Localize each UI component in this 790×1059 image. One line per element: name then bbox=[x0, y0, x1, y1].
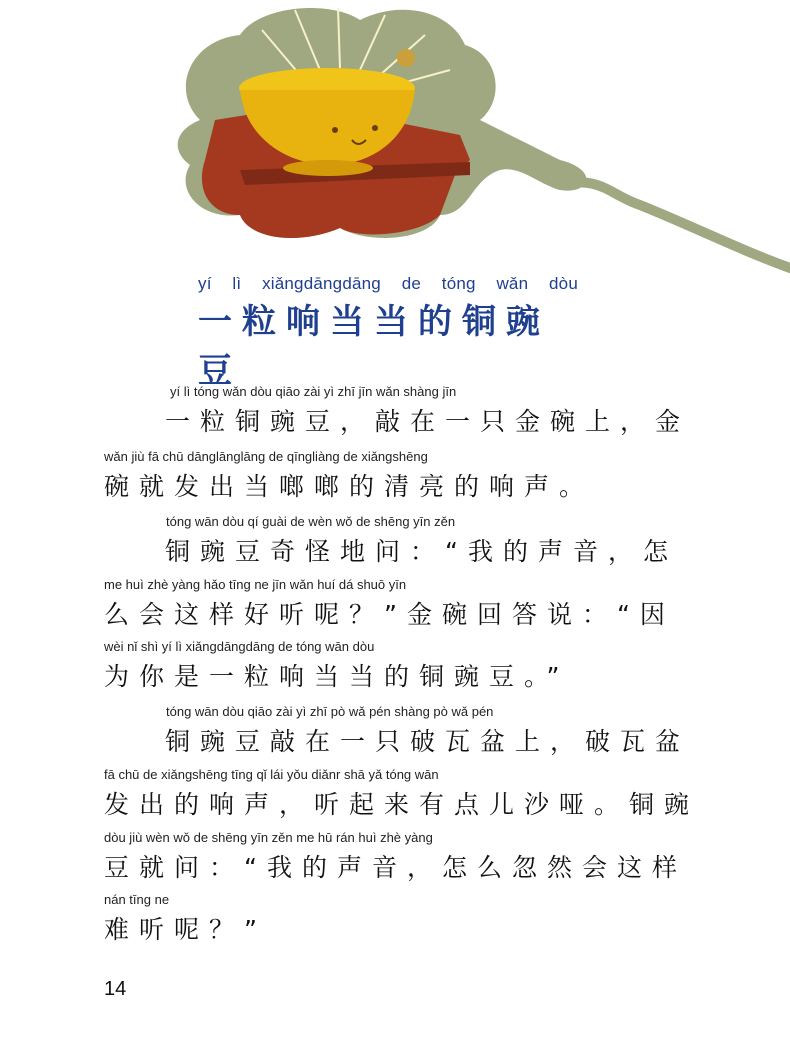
line-hanzi: 铜豌豆敲在一只破瓦盆上，破瓦盆 bbox=[165, 727, 691, 756]
title-pinyin-syllable: xiǎngdāngdāng bbox=[262, 274, 381, 293]
line-hanzi: 碗就发出当啷啷的清亮的响声。 bbox=[104, 472, 595, 501]
title-hanzi: 一粒响当当的铜豌豆 bbox=[198, 302, 550, 391]
line-pinyin: wǎn jiù fā chū dānglānglāng de qīngliàng de xiǎngshēng bbox=[104, 449, 428, 464]
cloud-tail bbox=[560, 182, 790, 268]
line-hanzi: 一粒铜豌豆，敲在一只金碗上，金 bbox=[165, 407, 691, 436]
title-pinyin-syllable: wǎn bbox=[496, 274, 529, 293]
title-pinyin-syllable: de bbox=[401, 274, 422, 293]
title-pinyin bbox=[198, 274, 578, 294]
title-pinyin-syllable: dòu bbox=[549, 274, 578, 293]
bowl-eye-left bbox=[332, 127, 338, 133]
line-hanzi: 么会这样好听呢？”金碗回答说：“因 bbox=[104, 600, 675, 629]
line-pinyin: nán tīng ne bbox=[104, 892, 170, 907]
line-pinyin: fā chū de xiǎngshēng tīng qǐ lái yǒu diǎnr shā yǎ tóng wān bbox=[104, 767, 439, 782]
line-pinyin: tóng wān dòu qiāo zài yì zhī pò wǎ pén shàng pò wǎ pén bbox=[166, 704, 494, 719]
line-hanzi: 铜豌豆奇怪地问：“我的声音，怎 bbox=[165, 537, 678, 566]
page-number: 14 bbox=[104, 978, 127, 1000]
line-hanzi: 为你是一粒响当当的铜豌豆。” bbox=[104, 662, 570, 691]
line-pinyin: dòu jiù wèn wǒ de shēng yīn zěn me hū rán huì zhè yàng bbox=[104, 830, 433, 845]
illustration bbox=[0, 0, 790, 280]
line-pinyin: wèi nǐ shì yí lì xiǎngdāngdāng de tóng wān dòu bbox=[104, 639, 375, 654]
title-pinyin-syllable: lì bbox=[232, 274, 242, 293]
line-hanzi: 发出的响声，听起来有点儿沙哑。铜豌 bbox=[104, 790, 700, 819]
line-pinyin: me huì zhè yàng hǎo tīng ne jīn wǎn huí dá shuō yīn bbox=[104, 577, 407, 592]
title-pinyin-syllable: yí bbox=[198, 274, 212, 293]
golden-bowl-base bbox=[283, 160, 373, 176]
line-pinyin: tóng wān dòu qí guài de wèn wǒ de shēng yīn zěn bbox=[166, 514, 456, 529]
line-hanzi: 豆就问：“我的声音，怎么忽然会这样 bbox=[104, 853, 687, 882]
bowl-eye-right bbox=[372, 125, 378, 131]
line-hanzi: 难听呢？” bbox=[104, 915, 267, 944]
title-pinyin-syllable: tóng bbox=[441, 274, 476, 293]
copper-pea bbox=[397, 49, 415, 67]
line-pinyin: yí lì tóng wǎn dòu qiāo zài yì zhī jīn wǎn shàng jīn bbox=[170, 384, 457, 399]
